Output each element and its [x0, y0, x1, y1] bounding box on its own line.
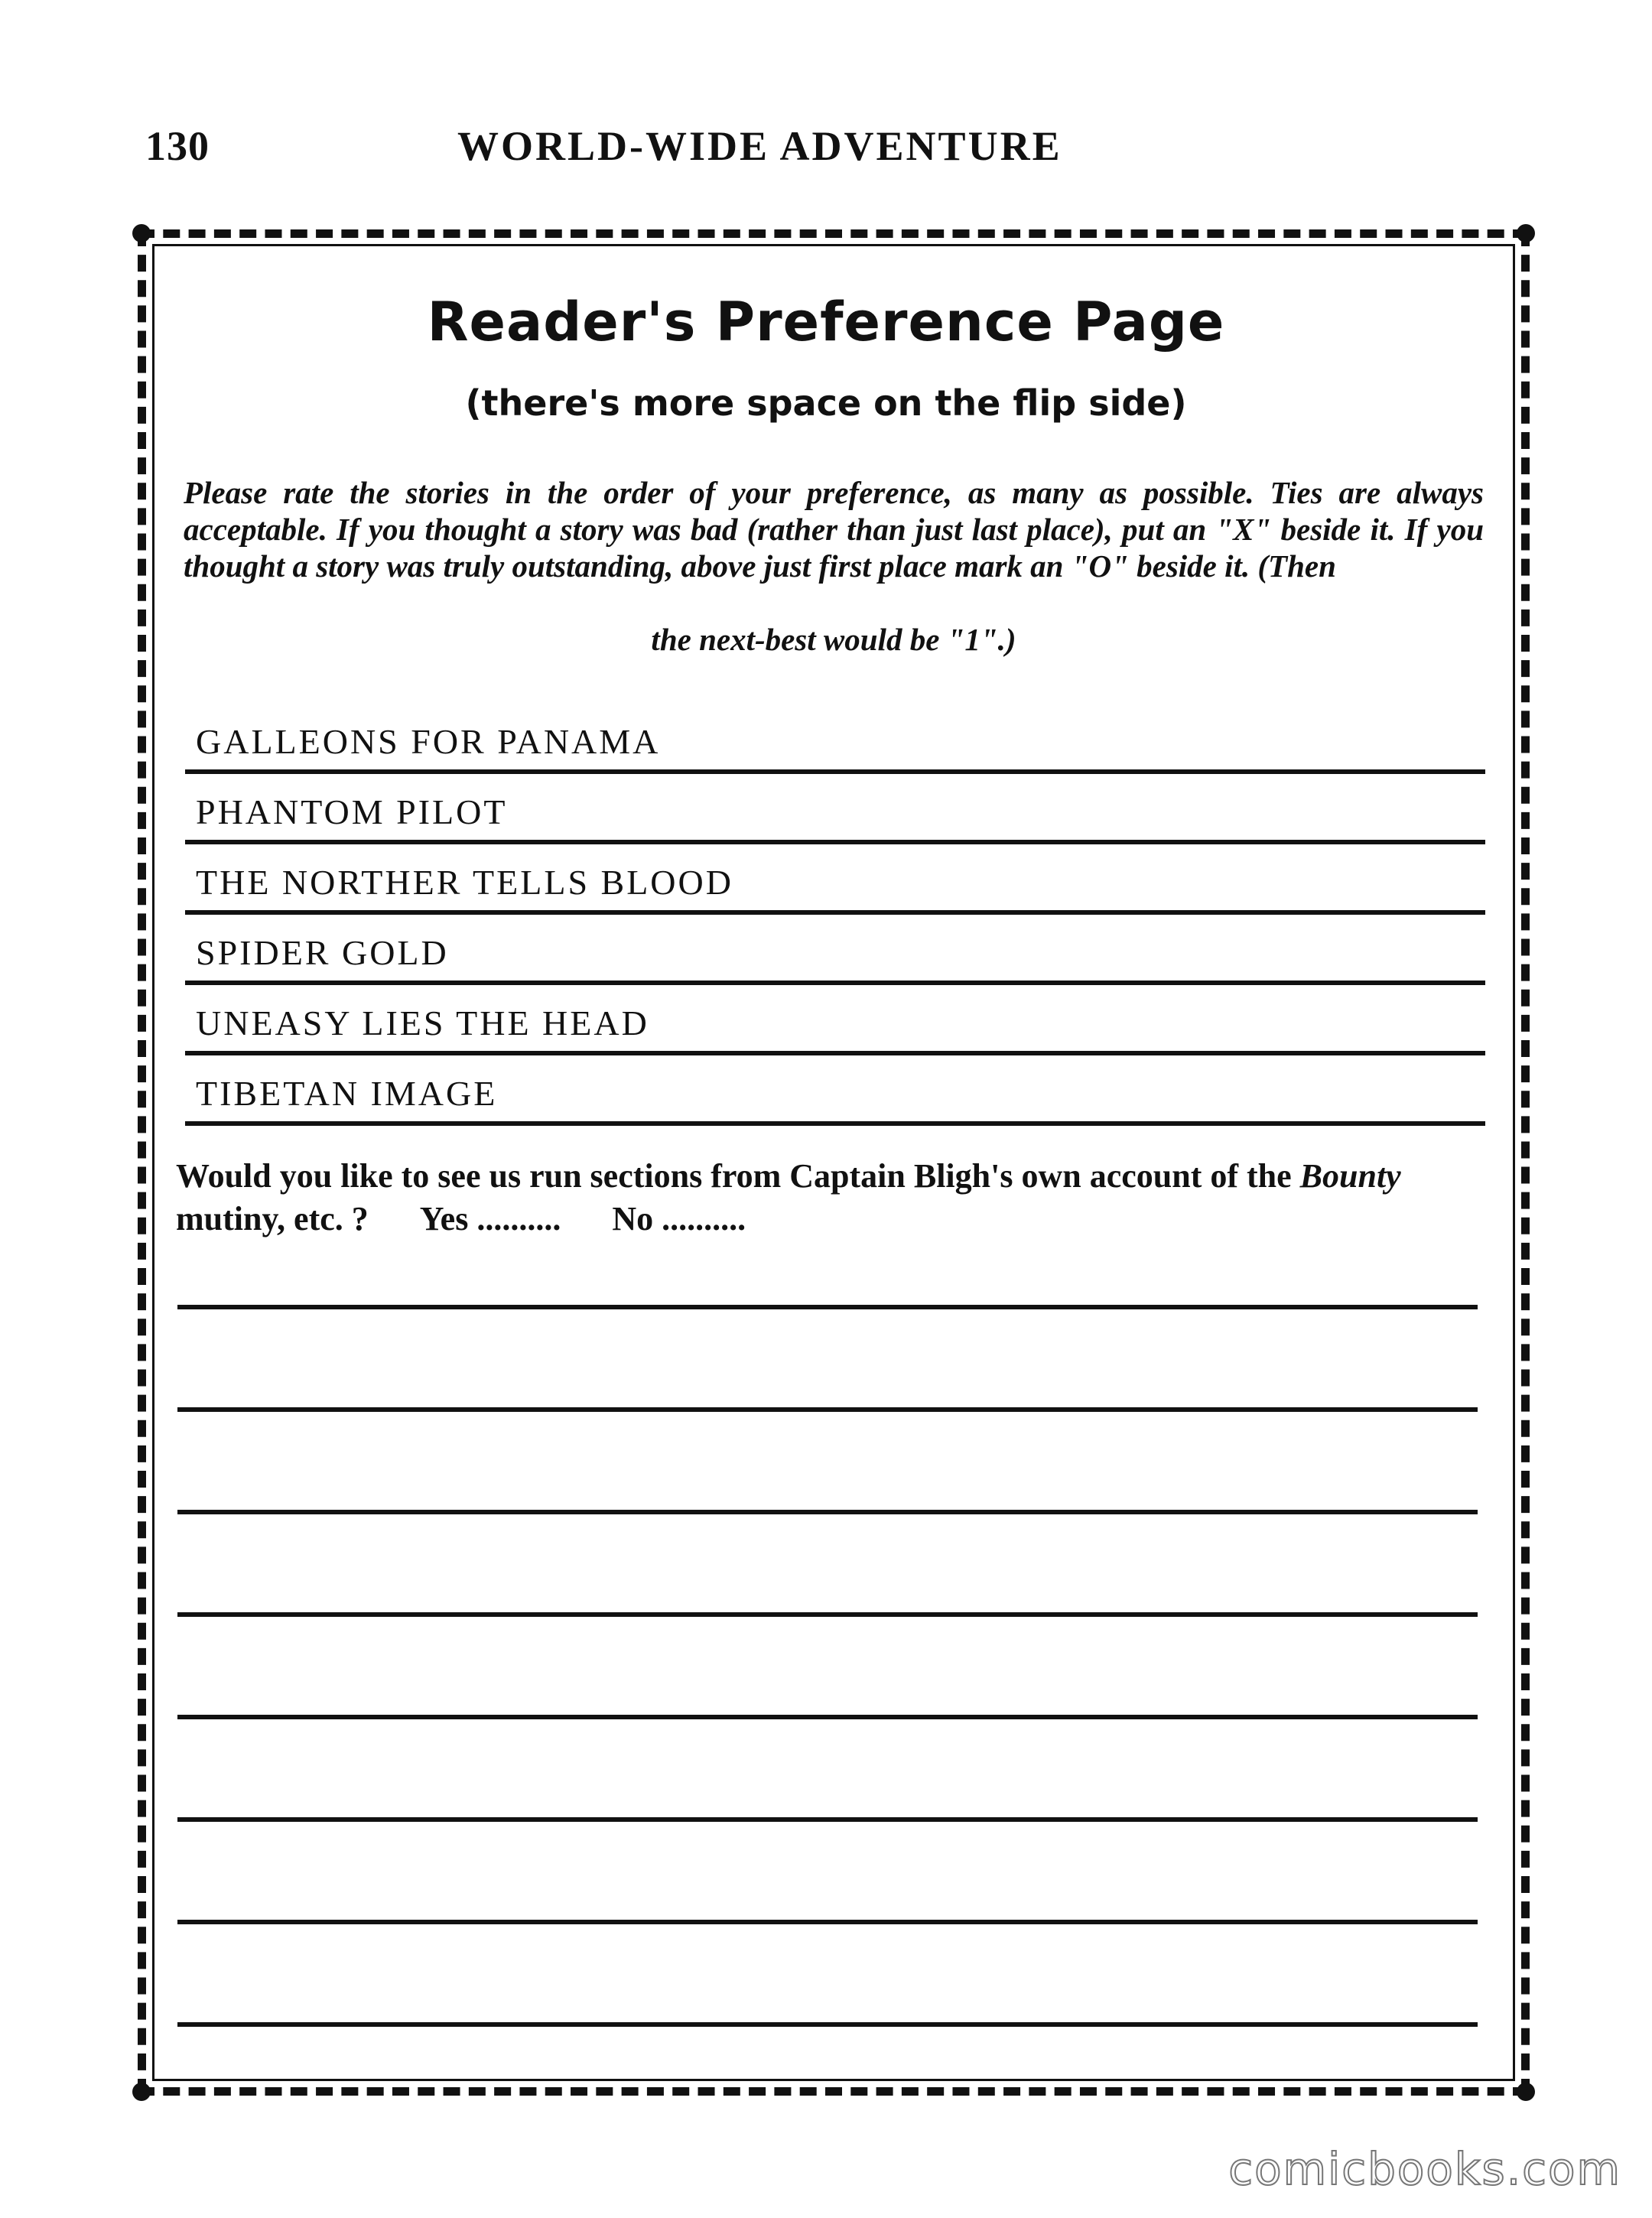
- story-rating-row[interactable]: [185, 774, 1485, 844]
- form-subtitle: (there's more space on the flip side): [465, 382, 1187, 424]
- story-rating-row[interactable]: [185, 1055, 1485, 1126]
- question-text: Would you like to see us run sections from Captain Bligh's own account of the: [176, 1157, 1300, 1195]
- question-text-end: mutiny, etc. ?: [176, 1200, 369, 1237]
- comment-writing-line[interactable]: [177, 2022, 1478, 2027]
- comment-writing-line[interactable]: [177, 1920, 1478, 1924]
- rating-instructions-last-line: the next-best would be "1".): [651, 622, 1016, 657]
- comment-writing-line[interactable]: [177, 1817, 1478, 1822]
- story-title: TIBETAN IMAGE: [196, 1074, 498, 1113]
- story-title: THE NORTHER TELLS BLOOD: [196, 863, 733, 902]
- story-rating-row[interactable]: [185, 704, 1485, 774]
- story-title: PHANTOM PILOT: [196, 792, 508, 831]
- comment-writing-line[interactable]: [177, 1715, 1478, 1719]
- page-number: 130: [145, 123, 210, 169]
- corner-ornament: [1517, 2083, 1535, 2101]
- story-title: SPIDER GOLD: [196, 933, 449, 972]
- story-title: UNEASY LIES THE HEAD: [196, 1003, 649, 1042]
- running-head: [145, 122, 1140, 176]
- bounty-question: [176, 1155, 1484, 1241]
- corner-ornament: [132, 224, 151, 242]
- site-watermark: comicbooks.com: [1228, 2143, 1621, 2195]
- comment-writing-line[interactable]: [177, 1510, 1478, 1514]
- question-italic-word: Bounty: [1299, 1157, 1401, 1195]
- corner-ornament: [1517, 224, 1535, 242]
- story-rating-row[interactable]: [185, 915, 1485, 985]
- form-title: Reader's Preference Page: [427, 291, 1225, 353]
- corner-ornament: [132, 2083, 151, 2101]
- rating-instructions: Please rate the stories in the order of your preference, as many as possible. Ties are always acceptable. If you thought a story was bad (rather than just last place), put an "X" beside it. If you thought a story was truly outstanding, above just first place mark an "O" beside it. (Then: [184, 475, 1484, 584]
- comment-writing-line[interactable]: [177, 1612, 1478, 1617]
- comment-writing-line[interactable]: [177, 1305, 1478, 1309]
- story-rating-row[interactable]: [185, 985, 1485, 1055]
- yes-answer-field[interactable]: Yes ..........: [419, 1200, 561, 1237]
- running-title: WORLD-WIDE ADVENTURE: [457, 123, 1062, 169]
- story-title: GALLEONS FOR PANAMA: [196, 722, 661, 761]
- comment-writing-line[interactable]: [177, 1407, 1478, 1412]
- no-answer-field[interactable]: No ..........: [612, 1200, 746, 1237]
- story-rating-row[interactable]: [185, 844, 1485, 915]
